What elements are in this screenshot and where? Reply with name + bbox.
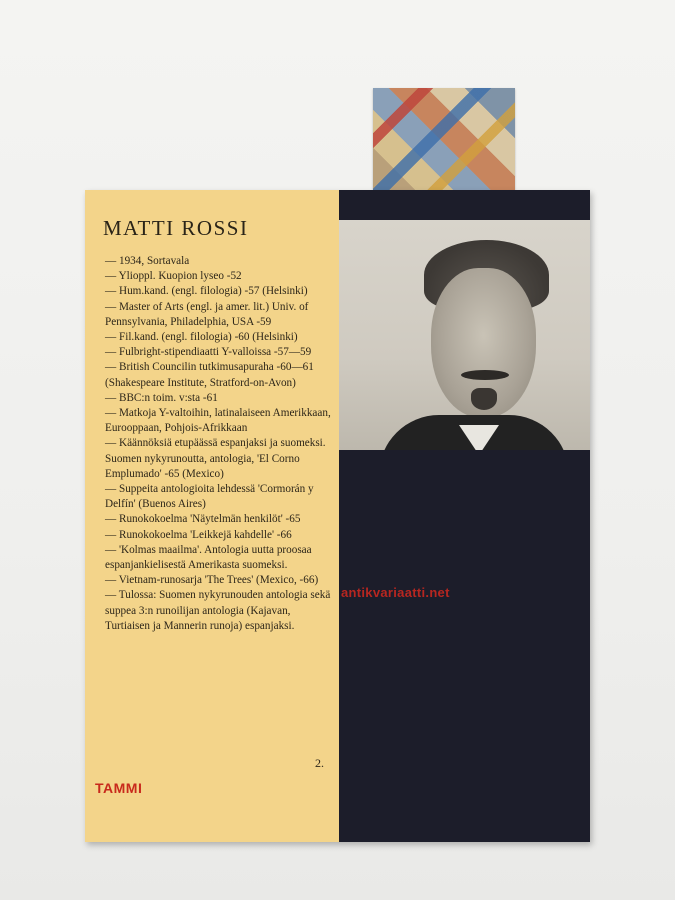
bio-item: — British Councilin tutkimusapuraha -60—61 (Shakespeare Institute, Stratford-on-Avon) (105, 361, 314, 389)
bio-list (105, 254, 331, 634)
bio-item: — Suppeita antologioita lehdessä 'Cormorán y Delfín' (Buenos Aires) (105, 483, 314, 511)
bio-item: — 1934, Sortavala (105, 255, 190, 267)
bio-item: — 'Kolmas maailma'. Antologia uutta proosaa espanjankielisestä Amerikasta suomeksi. (105, 543, 312, 572)
bio-item: — Fil.kand. (engl. filologia) -60 (Helsinki) (105, 331, 298, 344)
bio-item: — Hum.kand. (engl. filologia) -57 (Helsinki) (105, 285, 308, 298)
bio-item: — Runokokoelma 'Leikkejä kahdelle' -66 (105, 528, 292, 541)
bio-item: — Fulbright-stipendiaatti Y-valloissa -57—59 (105, 346, 312, 359)
bio-item: — Matkoja Y-valtoihin, latinalaiseen Amerikkaan, Eurooppaan, Pohjois-Afrikkaan (105, 407, 331, 435)
bio-item: — Runokokoelma 'Näytelmän henkilöt' -65 (105, 513, 301, 526)
author-name: MATTI ROSSI (103, 216, 249, 240)
author-portrait (339, 220, 590, 450)
bio-item: — Ylioppl. Kuopion lyseo -52 (105, 270, 242, 283)
watermark-text: antikvariaatti.net (341, 585, 450, 600)
publisher-logo: TAMMI (95, 780, 143, 796)
bio-item: — Master of Arts (engl. ja amer. lit.) Univ. of Pennsylvania, Philadelphia, USA -59 (105, 300, 309, 328)
bio-item: — Tulossa: Suomen nykyrunouden antologia sekä suppea 3:n runoilijan antologia (Kajavan, Turtiaisen ja Mannerin runoja) espanjaksi. (105, 589, 331, 632)
page-number: 2. (315, 756, 324, 770)
bio-item: — Vietnam-runosarja 'The Trees' (Mexico, -66) (105, 574, 319, 587)
bio-panel (85, 190, 339, 842)
portrait-beard (471, 388, 497, 410)
book-back-cover (85, 190, 590, 842)
portrait-mustache (461, 370, 509, 380)
bookmark-strip (373, 88, 515, 198)
bio-item: — BBC:n toim. v:sta -61 (105, 391, 218, 404)
bio-item: — Käännöksiä etupäässä espanjaksi ja suomeksi. Suomen nykyrunoutta, antologia, 'El Corno Emplumado' -65 (Mexico) (105, 437, 326, 480)
